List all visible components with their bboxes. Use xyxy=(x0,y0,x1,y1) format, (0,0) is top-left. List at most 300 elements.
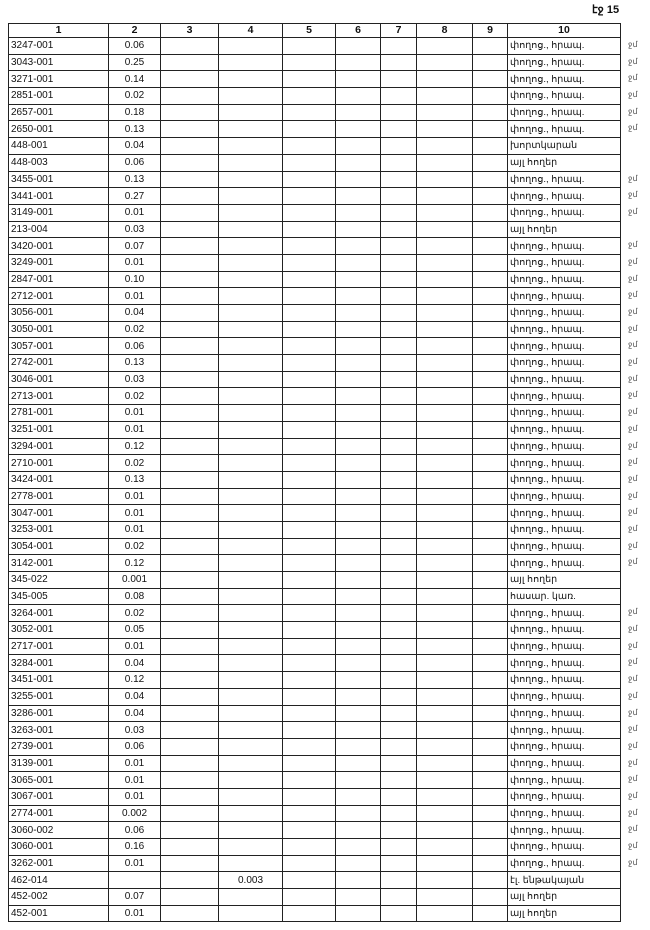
value-cell-col6 xyxy=(336,121,381,138)
value-cell-col8 xyxy=(417,338,473,355)
value-cell-col7 xyxy=(381,371,417,388)
value-cell-col6 xyxy=(336,288,381,305)
value-cell-col7 xyxy=(381,471,417,488)
value-cell-col6 xyxy=(336,471,381,488)
table-row xyxy=(9,722,621,739)
value-cell-col2: 0.02 xyxy=(109,388,161,405)
value-cell-col9 xyxy=(473,455,508,472)
value-cell-col6 xyxy=(336,38,381,55)
value-cell-col9 xyxy=(473,104,508,121)
value-cell-col6 xyxy=(336,605,381,622)
land-use-cell: փողոց., հրապ. xyxy=(508,355,621,372)
value-cell-col6 xyxy=(336,822,381,839)
value-cell-col4 xyxy=(219,572,283,589)
parcel-code-cell: 3249-001 xyxy=(9,254,109,271)
value-cell-col4 xyxy=(219,488,283,505)
value-cell-col2: 0.02 xyxy=(109,88,161,105)
table-row xyxy=(9,54,621,71)
margin-mark: ջմ xyxy=(628,373,638,383)
value-cell-col2: 0.02 xyxy=(109,321,161,338)
land-use-cell: փողոց., հրապ. xyxy=(508,254,621,271)
land-use-cell: փողոց., հրապ. xyxy=(508,655,621,672)
land-use-cell: փողոց., հրապ. xyxy=(508,438,621,455)
value-cell-col8 xyxy=(417,788,473,805)
value-cell-col2: 0.01 xyxy=(109,405,161,422)
value-cell-col3 xyxy=(161,271,219,288)
parcel-code-cell: 3046-001 xyxy=(9,371,109,388)
value-cell-col7 xyxy=(381,722,417,739)
margin-mark: ջմ xyxy=(628,724,638,734)
value-cell-col5 xyxy=(283,288,336,305)
value-cell-col7 xyxy=(381,271,417,288)
value-cell-col9 xyxy=(473,254,508,271)
column-header-8: 8 xyxy=(417,24,473,38)
value-cell-col2: 0.01 xyxy=(109,772,161,789)
parcel-code-cell: 2712-001 xyxy=(9,288,109,305)
value-cell-col4 xyxy=(219,455,283,472)
table-row xyxy=(9,438,621,455)
value-cell-col3 xyxy=(161,521,219,538)
value-cell-col7 xyxy=(381,588,417,605)
margin-mark: ջմ xyxy=(628,440,638,450)
value-cell-col3 xyxy=(161,321,219,338)
value-cell-col3 xyxy=(161,71,219,88)
value-cell-col5 xyxy=(283,855,336,872)
value-cell-col3 xyxy=(161,355,219,372)
parcel-code-cell: 2847-001 xyxy=(9,271,109,288)
value-cell-col9 xyxy=(473,521,508,538)
margin-mark: ջմ xyxy=(628,256,638,266)
land-use-cell: փողոց., հրապ. xyxy=(508,805,621,822)
value-cell-col9 xyxy=(473,221,508,238)
value-cell-col6 xyxy=(336,572,381,589)
land-use-cell: այլ հողեր xyxy=(508,905,621,922)
value-cell-col7 xyxy=(381,555,417,572)
value-cell-col4 xyxy=(219,638,283,655)
value-cell-col2: 0.01 xyxy=(109,638,161,655)
value-cell-col8 xyxy=(417,38,473,55)
parcel-code-cell: 3052-001 xyxy=(9,622,109,639)
value-cell-col3 xyxy=(161,188,219,205)
value-cell-col9 xyxy=(473,355,508,372)
table-row xyxy=(9,839,621,856)
value-cell-col5 xyxy=(283,521,336,538)
value-cell-col8 xyxy=(417,488,473,505)
value-cell-col8 xyxy=(417,471,473,488)
column-header-4: 4 xyxy=(219,24,283,38)
value-cell-col4 xyxy=(219,655,283,672)
value-cell-col5 xyxy=(283,121,336,138)
value-cell-col9 xyxy=(473,755,508,772)
value-cell-col8 xyxy=(417,421,473,438)
value-cell-col8 xyxy=(417,738,473,755)
parcel-code-cell: 3054-001 xyxy=(9,538,109,555)
value-cell-col8 xyxy=(417,855,473,872)
value-cell-col3 xyxy=(161,855,219,872)
value-cell-col7 xyxy=(381,672,417,689)
value-cell-col6 xyxy=(336,71,381,88)
value-cell-col8 xyxy=(417,688,473,705)
land-use-cell: փողոց., հրապ. xyxy=(508,672,621,689)
value-cell-col5 xyxy=(283,872,336,889)
value-cell-col5 xyxy=(283,638,336,655)
value-cell-col7 xyxy=(381,138,417,155)
table-row xyxy=(9,638,621,655)
value-cell-col2: 0.001 xyxy=(109,572,161,589)
land-use-cell: փողոց., հրապ. xyxy=(508,738,621,755)
value-cell-col3 xyxy=(161,471,219,488)
value-cell-col3 xyxy=(161,88,219,105)
value-cell-col9 xyxy=(473,805,508,822)
value-cell-col3 xyxy=(161,538,219,555)
margin-mark: ջմ xyxy=(628,457,638,467)
value-cell-col9 xyxy=(473,438,508,455)
value-cell-col5 xyxy=(283,455,336,472)
margin-mark: ջմ xyxy=(628,123,638,133)
margin-mark: ջմ xyxy=(628,106,638,116)
value-cell-col2: 0.07 xyxy=(109,238,161,255)
value-cell-col5 xyxy=(283,738,336,755)
value-cell-col7 xyxy=(381,71,417,88)
value-cell-col4 xyxy=(219,321,283,338)
value-cell-col2: 0.06 xyxy=(109,338,161,355)
value-cell-col5 xyxy=(283,38,336,55)
value-cell-col2: 0.07 xyxy=(109,889,161,906)
value-cell-col3 xyxy=(161,889,219,906)
margin-mark: ջմ xyxy=(628,824,638,834)
value-cell-col6 xyxy=(336,889,381,906)
land-use-cell: փողոց., հրապ. xyxy=(508,722,621,739)
table-row xyxy=(9,705,621,722)
value-cell-col8 xyxy=(417,588,473,605)
value-cell-col3 xyxy=(161,455,219,472)
value-cell-col2: 0.01 xyxy=(109,288,161,305)
value-cell-col4 xyxy=(219,238,283,255)
land-use-cell: փողոց., հրապ. xyxy=(508,288,621,305)
value-cell-col2: 0.10 xyxy=(109,271,161,288)
value-cell-col9 xyxy=(473,338,508,355)
value-cell-col5 xyxy=(283,672,336,689)
land-use-cell: փողոց., հրապ. xyxy=(508,88,621,105)
value-cell-col3 xyxy=(161,104,219,121)
value-cell-col6 xyxy=(336,839,381,856)
land-use-cell: փողոց., հրապ. xyxy=(508,788,621,805)
value-cell-col6 xyxy=(336,538,381,555)
table-row xyxy=(9,138,621,155)
value-cell-col5 xyxy=(283,305,336,322)
value-cell-col9 xyxy=(473,638,508,655)
value-cell-col2: 0.13 xyxy=(109,355,161,372)
value-cell-col6 xyxy=(336,204,381,221)
value-cell-col6 xyxy=(336,171,381,188)
value-cell-col7 xyxy=(381,839,417,856)
land-use-cell: փողոց., հրապ. xyxy=(508,421,621,438)
land-use-cell: փողոց., հրապ. xyxy=(508,388,621,405)
value-cell-col8 xyxy=(417,288,473,305)
value-cell-col4 xyxy=(219,38,283,55)
land-use-cell: փողոց., հրապ. xyxy=(508,488,621,505)
value-cell-col4 xyxy=(219,505,283,522)
value-cell-col9 xyxy=(473,672,508,689)
margin-mark: ջմ xyxy=(628,307,638,316)
value-cell-col3 xyxy=(161,705,219,722)
table-row xyxy=(9,905,621,922)
value-cell-col7 xyxy=(381,505,417,522)
land-use-cell: այլ հողեր xyxy=(508,154,621,171)
value-cell-col4 xyxy=(219,471,283,488)
value-cell-col9 xyxy=(473,138,508,155)
value-cell-col2: 0.12 xyxy=(109,438,161,455)
value-cell-col5 xyxy=(283,388,336,405)
value-cell-col8 xyxy=(417,822,473,839)
value-cell-col5 xyxy=(283,772,336,789)
value-cell-col7 xyxy=(381,455,417,472)
value-cell-col6 xyxy=(336,305,381,322)
value-cell-col9 xyxy=(473,605,508,622)
value-cell-col8 xyxy=(417,305,473,322)
value-cell-col4 xyxy=(219,705,283,722)
margin-mark: ջմ xyxy=(628,73,638,83)
margin-mark: ջմ xyxy=(628,790,638,800)
value-cell-col2: 0.01 xyxy=(109,855,161,872)
value-cell-col7 xyxy=(381,238,417,255)
margin-mark: ջմ xyxy=(628,507,638,517)
value-cell-col9 xyxy=(473,655,508,672)
parcel-code-cell: 3060-001 xyxy=(9,839,109,856)
margin-mark: ջմ xyxy=(628,340,638,350)
value-cell-col9 xyxy=(473,388,508,405)
margin-mark: ջմ xyxy=(628,707,638,717)
value-cell-col6 xyxy=(336,555,381,572)
value-cell-col7 xyxy=(381,788,417,805)
value-cell-col3 xyxy=(161,738,219,755)
table-row xyxy=(9,188,621,205)
value-cell-col4 xyxy=(219,788,283,805)
value-cell-col7 xyxy=(381,38,417,55)
value-cell-col5 xyxy=(283,755,336,772)
value-cell-col9 xyxy=(473,321,508,338)
value-cell-col4 xyxy=(219,672,283,689)
land-use-cell: խորտկարան xyxy=(508,138,621,155)
table-row xyxy=(9,38,621,55)
value-cell-col8 xyxy=(417,355,473,372)
value-cell-col5 xyxy=(283,204,336,221)
value-cell-col8 xyxy=(417,204,473,221)
value-cell-col6 xyxy=(336,104,381,121)
value-cell-col9 xyxy=(473,38,508,55)
parcel-code-cell: 3142-001 xyxy=(9,555,109,572)
value-cell-col2: 0.12 xyxy=(109,672,161,689)
value-cell-col9 xyxy=(473,788,508,805)
margin-mark xyxy=(628,154,638,171)
land-use-cell: փողոց., հրապ. xyxy=(508,271,621,288)
parcel-code-cell: 462-014 xyxy=(9,872,109,889)
parcel-code-cell: 345-022 xyxy=(9,572,109,589)
parcel-code-cell: 3262-001 xyxy=(9,855,109,872)
parcel-code-cell: 2778-001 xyxy=(9,488,109,505)
margin-mark: ջմ xyxy=(628,90,638,100)
value-cell-col9 xyxy=(473,54,508,71)
margin-mark: ջմ xyxy=(628,490,638,500)
value-cell-col6 xyxy=(336,438,381,455)
value-cell-col9 xyxy=(473,705,508,722)
value-cell-col6 xyxy=(336,521,381,538)
value-cell-col2: 0.04 xyxy=(109,688,161,705)
parcel-code-cell: 2739-001 xyxy=(9,738,109,755)
value-cell-col9 xyxy=(473,88,508,105)
table-row xyxy=(9,588,621,605)
value-cell-col3 xyxy=(161,305,219,322)
value-cell-col8 xyxy=(417,705,473,722)
table-row xyxy=(9,455,621,472)
land-use-cell: փողոց., հրապ. xyxy=(508,455,621,472)
value-cell-col5 xyxy=(283,71,336,88)
value-cell-col2: 0.08 xyxy=(109,588,161,605)
value-cell-col2: 0.04 xyxy=(109,305,161,322)
value-cell-col2: 0.04 xyxy=(109,138,161,155)
value-cell-col4 xyxy=(219,338,283,355)
value-cell-col8 xyxy=(417,371,473,388)
value-cell-col3 xyxy=(161,421,219,438)
margin-mark: ջմ xyxy=(628,323,638,333)
table-row xyxy=(9,71,621,88)
parcel-code-cell: 3251-001 xyxy=(9,421,109,438)
value-cell-col2: 0.06 xyxy=(109,38,161,55)
value-cell-col5 xyxy=(283,138,336,155)
value-cell-col7 xyxy=(381,405,417,422)
value-cell-col7 xyxy=(381,889,417,906)
value-cell-col7 xyxy=(381,421,417,438)
value-cell-col4 xyxy=(219,271,283,288)
value-cell-col8 xyxy=(417,71,473,88)
parcel-code-cell: 3056-001 xyxy=(9,305,109,322)
table-row xyxy=(9,471,621,488)
value-cell-col4 xyxy=(219,421,283,438)
value-cell-col9 xyxy=(473,722,508,739)
margin-mark: ջմ xyxy=(628,290,638,300)
value-cell-col3 xyxy=(161,171,219,188)
margin-mark xyxy=(628,888,638,905)
margin-mark: ջմ xyxy=(628,807,638,817)
value-cell-col6 xyxy=(336,338,381,355)
table-row xyxy=(9,355,621,372)
value-cell-col7 xyxy=(381,655,417,672)
table-row xyxy=(9,755,621,772)
table-row xyxy=(9,288,621,305)
value-cell-col3 xyxy=(161,872,219,889)
value-cell-col6 xyxy=(336,138,381,155)
value-cell-col7 xyxy=(381,338,417,355)
value-cell-col3 xyxy=(161,204,219,221)
value-cell-col4 xyxy=(219,822,283,839)
value-cell-col9 xyxy=(473,555,508,572)
value-cell-col3 xyxy=(161,505,219,522)
value-cell-col9 xyxy=(473,905,508,922)
value-cell-col8 xyxy=(417,655,473,672)
value-cell-col3 xyxy=(161,722,219,739)
land-use-cell: փողոց., հրապ. xyxy=(508,755,621,772)
value-cell-col8 xyxy=(417,622,473,639)
value-cell-col9 xyxy=(473,271,508,288)
value-cell-col9 xyxy=(473,688,508,705)
land-use-cell: փողոց., հրապ. xyxy=(508,121,621,138)
parcel-code-cell: 3271-001 xyxy=(9,71,109,88)
value-cell-col9 xyxy=(473,872,508,889)
table-row xyxy=(9,521,621,538)
value-cell-col4 xyxy=(219,622,283,639)
value-cell-col4 xyxy=(219,538,283,555)
parcel-code-cell: 2781-001 xyxy=(9,405,109,422)
value-cell-col3 xyxy=(161,288,219,305)
value-cell-col6 xyxy=(336,488,381,505)
value-cell-col7 xyxy=(381,321,417,338)
value-cell-col8 xyxy=(417,905,473,922)
value-cell-col6 xyxy=(336,355,381,372)
value-cell-col6 xyxy=(336,772,381,789)
value-cell-col5 xyxy=(283,271,336,288)
value-cell-col4 xyxy=(219,305,283,322)
value-cell-col8 xyxy=(417,521,473,538)
value-cell-col8 xyxy=(417,388,473,405)
value-cell-col9 xyxy=(473,238,508,255)
table-row xyxy=(9,305,621,322)
parcel-code-cell: 3050-001 xyxy=(9,321,109,338)
margin-mark: ջմ xyxy=(628,557,638,567)
value-cell-col6 xyxy=(336,722,381,739)
value-cell-col9 xyxy=(473,405,508,422)
value-cell-col6 xyxy=(336,622,381,639)
value-cell-col2: 0.02 xyxy=(109,605,161,622)
value-cell-col8 xyxy=(417,154,473,171)
parcel-code-cell: 3149-001 xyxy=(9,204,109,221)
value-cell-col7 xyxy=(381,755,417,772)
value-cell-col8 xyxy=(417,505,473,522)
value-cell-col7 xyxy=(381,355,417,372)
value-cell-col8 xyxy=(417,805,473,822)
value-cell-col7 xyxy=(381,104,417,121)
value-cell-col4 xyxy=(219,905,283,922)
margin-mark: ջմ xyxy=(628,190,638,200)
value-cell-col5 xyxy=(283,221,336,238)
table-row xyxy=(9,788,621,805)
land-use-cell: փողոց., հրապ. xyxy=(508,638,621,655)
value-cell-col4 xyxy=(219,138,283,155)
margin-mark: ջմ xyxy=(628,690,638,700)
parcel-code-cell: 3264-001 xyxy=(9,605,109,622)
value-cell-col2: 0.01 xyxy=(109,521,161,538)
value-cell-col3 xyxy=(161,672,219,689)
parcel-code-cell: 3253-001 xyxy=(9,521,109,538)
value-cell-col8 xyxy=(417,188,473,205)
value-cell-col3 xyxy=(161,555,219,572)
value-cell-col9 xyxy=(473,171,508,188)
margin-mark: ջմ xyxy=(628,657,638,667)
value-cell-col3 xyxy=(161,688,219,705)
value-cell-col3 xyxy=(161,788,219,805)
value-cell-col4 xyxy=(219,805,283,822)
land-use-cell: փողոց., հրապ. xyxy=(508,54,621,71)
parcel-code-cell: 2657-001 xyxy=(9,104,109,121)
value-cell-col5 xyxy=(283,688,336,705)
value-cell-col6 xyxy=(336,805,381,822)
margin-mark: ջմ xyxy=(628,407,638,417)
land-use-cell: փողոց., հրապ. xyxy=(508,688,621,705)
value-cell-col3 xyxy=(161,38,219,55)
value-cell-col2: 0.002 xyxy=(109,805,161,822)
value-cell-col7 xyxy=(381,622,417,639)
column-header-1: 1 xyxy=(9,24,109,38)
value-cell-col7 xyxy=(381,121,417,138)
